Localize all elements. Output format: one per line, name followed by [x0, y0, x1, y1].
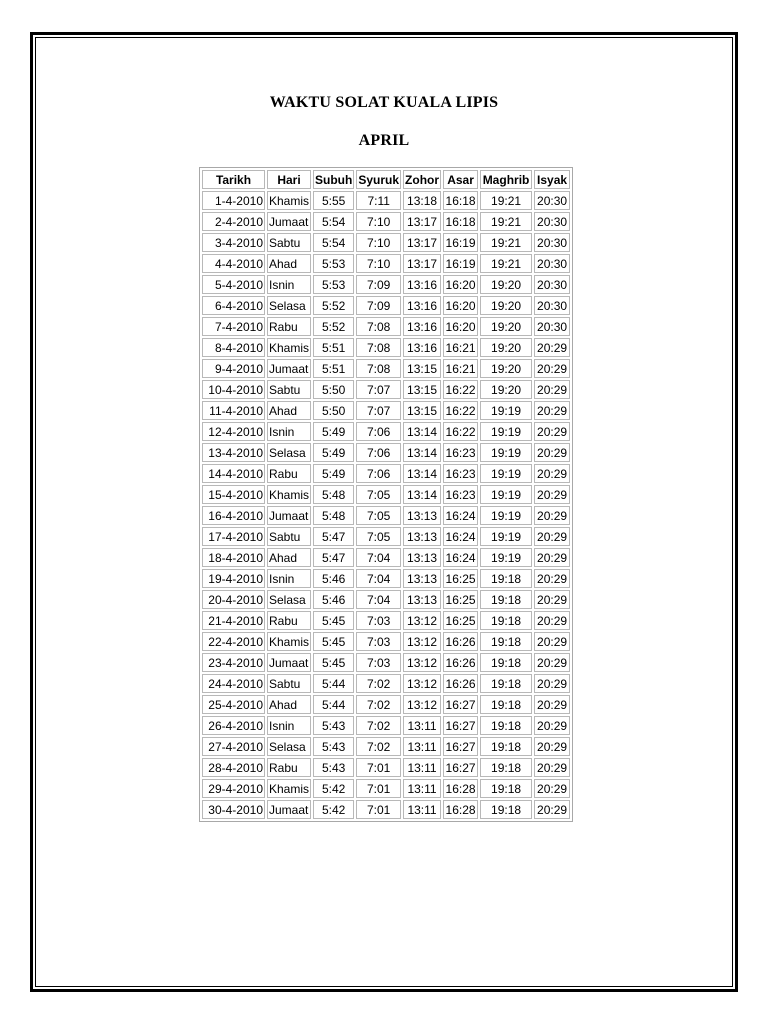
cell-hari: Isnin: [267, 569, 311, 588]
cell-hari: Selasa: [267, 296, 311, 315]
table-row: [202, 233, 570, 252]
cell-zohor: 13:12: [403, 695, 441, 714]
cell-syuruk: 7:01: [356, 779, 401, 798]
cell-tarikh: 25-4-2010: [202, 695, 265, 714]
table-row: [202, 338, 570, 357]
cell-zohor: 13:13: [403, 548, 441, 567]
cell-asar: 16:19: [443, 254, 478, 273]
cell-isyak: 20:29: [534, 569, 570, 588]
cell-subuh: 5:44: [313, 674, 354, 693]
cell-zohor: 13:13: [403, 527, 441, 546]
cell-zohor: 13:16: [403, 338, 441, 357]
cell-maghrib: 19:20: [480, 296, 532, 315]
cell-asar: 16:28: [443, 779, 478, 798]
header-syuruk: Syuruk: [356, 170, 401, 189]
cell-hari: Jumaat: [267, 800, 311, 819]
cell-asar: 16:21: [443, 359, 478, 378]
cell-hari: Ahad: [267, 695, 311, 714]
cell-maghrib: 19:18: [480, 758, 532, 777]
cell-zohor: 13:13: [403, 506, 441, 525]
cell-maghrib: 19:21: [480, 233, 532, 252]
cell-isyak: 20:29: [534, 485, 570, 504]
cell-subuh: 5:44: [313, 695, 354, 714]
cell-asar: 16:19: [443, 233, 478, 252]
cell-zohor: 13:12: [403, 611, 441, 630]
cell-asar: 16:27: [443, 716, 478, 735]
table-row: [202, 590, 570, 609]
cell-syuruk: 7:10: [356, 212, 401, 231]
table-row: [202, 254, 570, 273]
cell-tarikh: 1-4-2010: [202, 191, 265, 210]
cell-hari: Khamis: [267, 191, 311, 210]
cell-maghrib: 19:19: [480, 401, 532, 420]
cell-isyak: 20:29: [534, 653, 570, 672]
cell-subuh: 5:51: [313, 359, 354, 378]
cell-syuruk: 7:02: [356, 716, 401, 735]
cell-zohor: 13:14: [403, 464, 441, 483]
cell-hari: Ahad: [267, 254, 311, 273]
cell-hari: Ahad: [267, 401, 311, 420]
cell-maghrib: 19:18: [480, 716, 532, 735]
table-row: [202, 443, 570, 462]
cell-asar: 16:21: [443, 338, 478, 357]
cell-tarikh: 9-4-2010: [202, 359, 265, 378]
cell-hari: Sabtu: [267, 380, 311, 399]
table-row: [202, 401, 570, 420]
cell-asar: 16:24: [443, 527, 478, 546]
cell-asar: 16:22: [443, 401, 478, 420]
cell-tarikh: 14-4-2010: [202, 464, 265, 483]
table-header-row: [202, 170, 570, 189]
cell-isyak: 20:29: [534, 716, 570, 735]
header-subuh: Subuh: [313, 170, 354, 189]
cell-subuh: 5:45: [313, 653, 354, 672]
cell-hari: Khamis: [267, 632, 311, 651]
cell-zohor: 13:12: [403, 674, 441, 693]
cell-tarikh: 27-4-2010: [202, 737, 265, 756]
cell-hari: Jumaat: [267, 212, 311, 231]
table-row: [202, 191, 570, 210]
cell-zohor: 13:17: [403, 254, 441, 273]
cell-tarikh: 20-4-2010: [202, 590, 265, 609]
cell-syuruk: 7:02: [356, 695, 401, 714]
cell-subuh: 5:42: [313, 800, 354, 819]
cell-isyak: 20:29: [534, 674, 570, 693]
cell-asar: 16:26: [443, 653, 478, 672]
cell-isyak: 20:29: [534, 590, 570, 609]
cell-tarikh: 22-4-2010: [202, 632, 265, 651]
cell-syuruk: 7:04: [356, 548, 401, 567]
cell-hari: Isnin: [267, 422, 311, 441]
cell-zohor: 13:14: [403, 422, 441, 441]
cell-zohor: 13:14: [403, 443, 441, 462]
cell-hari: Sabtu: [267, 233, 311, 252]
cell-tarikh: 10-4-2010: [202, 380, 265, 399]
cell-zohor: 13:11: [403, 716, 441, 735]
cell-syuruk: 7:02: [356, 737, 401, 756]
table-row: [202, 758, 570, 777]
cell-syuruk: 7:03: [356, 611, 401, 630]
table-body: [202, 191, 570, 819]
cell-zohor: 13:15: [403, 380, 441, 399]
table-row: [202, 737, 570, 756]
cell-syuruk: 7:04: [356, 590, 401, 609]
cell-subuh: 5:46: [313, 569, 354, 588]
cell-subuh: 5:46: [313, 590, 354, 609]
cell-zohor: 13:17: [403, 233, 441, 252]
cell-asar: 16:18: [443, 212, 478, 231]
cell-zohor: 13:15: [403, 401, 441, 420]
cell-isyak: 20:29: [534, 632, 570, 651]
cell-asar: 16:20: [443, 275, 478, 294]
table-row: [202, 674, 570, 693]
cell-zohor: 13:13: [403, 590, 441, 609]
cell-isyak: 20:29: [534, 464, 570, 483]
cell-subuh: 5:49: [313, 464, 354, 483]
cell-tarikh: 6-4-2010: [202, 296, 265, 315]
cell-tarikh: 2-4-2010: [202, 212, 265, 231]
table-row: [202, 506, 570, 525]
cell-syuruk: 7:09: [356, 275, 401, 294]
cell-syuruk: 7:03: [356, 632, 401, 651]
cell-maghrib: 19:19: [480, 506, 532, 525]
cell-maghrib: 19:18: [480, 590, 532, 609]
cell-isyak: 20:30: [534, 317, 570, 336]
cell-subuh: 5:43: [313, 758, 354, 777]
cell-maghrib: 19:20: [480, 338, 532, 357]
cell-syuruk: 7:09: [356, 296, 401, 315]
cell-hari: Jumaat: [267, 653, 311, 672]
cell-subuh: 5:54: [313, 233, 354, 252]
cell-maghrib: 19:18: [480, 674, 532, 693]
cell-tarikh: 11-4-2010: [202, 401, 265, 420]
table-row: [202, 548, 570, 567]
cell-isyak: 20:29: [534, 338, 570, 357]
cell-syuruk: 7:06: [356, 422, 401, 441]
cell-isyak: 20:29: [534, 422, 570, 441]
table-row: [202, 275, 570, 294]
cell-syuruk: 7:07: [356, 380, 401, 399]
cell-zohor: 13:11: [403, 779, 441, 798]
cell-hari: Isnin: [267, 275, 311, 294]
cell-maghrib: 19:20: [480, 317, 532, 336]
cell-zohor: 13:16: [403, 317, 441, 336]
cell-isyak: 20:29: [534, 380, 570, 399]
cell-subuh: 5:43: [313, 716, 354, 735]
cell-zohor: 13:14: [403, 485, 441, 504]
cell-syuruk: 7:01: [356, 800, 401, 819]
table-row: [202, 464, 570, 483]
cell-isyak: 20:30: [534, 233, 570, 252]
cell-maghrib: 19:20: [480, 275, 532, 294]
cell-asar: 16:23: [443, 443, 478, 462]
cell-hari: Selasa: [267, 590, 311, 609]
cell-syuruk: 7:07: [356, 401, 401, 420]
cell-isyak: 20:29: [534, 401, 570, 420]
cell-isyak: 20:29: [534, 779, 570, 798]
header-isyak: Isyak: [534, 170, 570, 189]
cell-subuh: 5:43: [313, 737, 354, 756]
cell-hari: Khamis: [267, 338, 311, 357]
cell-asar: 16:25: [443, 569, 478, 588]
header-asar: Asar: [443, 170, 478, 189]
cell-subuh: 5:54: [313, 212, 354, 231]
cell-maghrib: 19:19: [480, 548, 532, 567]
cell-subuh: 5:49: [313, 443, 354, 462]
cell-zohor: 13:12: [403, 653, 441, 672]
table-row: [202, 422, 570, 441]
cell-hari: Rabu: [267, 464, 311, 483]
cell-tarikh: 30-4-2010: [202, 800, 265, 819]
cell-asar: 16:25: [443, 590, 478, 609]
cell-isyak: 20:29: [534, 527, 570, 546]
table-row: [202, 716, 570, 735]
cell-maghrib: 19:20: [480, 380, 532, 399]
cell-tarikh: 28-4-2010: [202, 758, 265, 777]
cell-isyak: 20:29: [534, 737, 570, 756]
cell-isyak: 20:30: [534, 296, 570, 315]
cell-subuh: 5:47: [313, 527, 354, 546]
table-row: [202, 611, 570, 630]
cell-hari: Sabtu: [267, 527, 311, 546]
cell-zohor: 13:11: [403, 800, 441, 819]
table-row: [202, 317, 570, 336]
cell-subuh: 5:51: [313, 338, 354, 357]
cell-asar: 16:28: [443, 800, 478, 819]
table-row: [202, 296, 570, 315]
cell-maghrib: 19:18: [480, 737, 532, 756]
cell-asar: 16:20: [443, 296, 478, 315]
cell-asar: 16:24: [443, 548, 478, 567]
cell-subuh: 5:55: [313, 191, 354, 210]
cell-isyak: 20:30: [534, 254, 570, 273]
cell-tarikh: 26-4-2010: [202, 716, 265, 735]
cell-hari: Jumaat: [267, 506, 311, 525]
cell-tarikh: 21-4-2010: [202, 611, 265, 630]
cell-zohor: 13:15: [403, 359, 441, 378]
cell-isyak: 20:30: [534, 275, 570, 294]
cell-hari: Rabu: [267, 317, 311, 336]
cell-tarikh: 29-4-2010: [202, 779, 265, 798]
cell-syuruk: 7:08: [356, 338, 401, 357]
cell-syuruk: 7:05: [356, 485, 401, 504]
cell-maghrib: 19:21: [480, 191, 532, 210]
header-tarikh: Tarikh: [202, 170, 265, 189]
cell-maghrib: 19:18: [480, 695, 532, 714]
cell-isyak: 20:29: [534, 506, 570, 525]
cell-hari: Sabtu: [267, 674, 311, 693]
cell-isyak: 20:29: [534, 443, 570, 462]
cell-syuruk: 7:10: [356, 254, 401, 273]
cell-zohor: 13:13: [403, 569, 441, 588]
cell-tarikh: 8-4-2010: [202, 338, 265, 357]
cell-subuh: 5:49: [313, 422, 354, 441]
cell-asar: 16:26: [443, 632, 478, 651]
cell-isyak: 20:29: [534, 359, 570, 378]
cell-maghrib: 19:18: [480, 611, 532, 630]
cell-subuh: 5:52: [313, 317, 354, 336]
cell-tarikh: 24-4-2010: [202, 674, 265, 693]
cell-subuh: 5:50: [313, 380, 354, 399]
cell-hari: Isnin: [267, 716, 311, 735]
cell-syuruk: 7:01: [356, 758, 401, 777]
table-row: [202, 380, 570, 399]
cell-zohor: 13:17: [403, 212, 441, 231]
header-maghrib: Maghrib: [480, 170, 532, 189]
cell-hari: Selasa: [267, 737, 311, 756]
cell-hari: Khamis: [267, 485, 311, 504]
cell-isyak: 20:29: [534, 611, 570, 630]
cell-asar: 16:27: [443, 695, 478, 714]
cell-asar: 16:24: [443, 506, 478, 525]
cell-syuruk: 7:03: [356, 653, 401, 672]
cell-maghrib: 19:21: [480, 212, 532, 231]
cell-syuruk: 7:08: [356, 359, 401, 378]
cell-asar: 16:18: [443, 191, 478, 210]
prayer-times-table: [199, 167, 573, 822]
cell-maghrib: 19:18: [480, 800, 532, 819]
table-row: [202, 527, 570, 546]
cell-tarikh: 13-4-2010: [202, 443, 265, 462]
cell-zohor: 13:12: [403, 632, 441, 651]
cell-tarikh: 3-4-2010: [202, 233, 265, 252]
cell-syuruk: 7:06: [356, 443, 401, 462]
cell-subuh: 5:45: [313, 632, 354, 651]
cell-maghrib: 19:18: [480, 569, 532, 588]
cell-subuh: 5:42: [313, 779, 354, 798]
cell-subuh: 5:53: [313, 275, 354, 294]
cell-isyak: 20:30: [534, 212, 570, 231]
cell-subuh: 5:48: [313, 485, 354, 504]
cell-maghrib: 19:21: [480, 254, 532, 273]
cell-tarikh: 4-4-2010: [202, 254, 265, 273]
cell-hari: Selasa: [267, 443, 311, 462]
table-row: [202, 695, 570, 714]
cell-zohor: 13:11: [403, 758, 441, 777]
cell-asar: 16:20: [443, 317, 478, 336]
cell-zohor: 13:16: [403, 296, 441, 315]
cell-asar: 16:23: [443, 485, 478, 504]
cell-maghrib: 19:18: [480, 779, 532, 798]
cell-tarikh: 18-4-2010: [202, 548, 265, 567]
cell-isyak: 20:29: [534, 800, 570, 819]
cell-tarikh: 5-4-2010: [202, 275, 265, 294]
cell-syuruk: 7:05: [356, 527, 401, 546]
month-title: APRIL: [358, 132, 410, 149]
table-row: [202, 359, 570, 378]
cell-hari: Rabu: [267, 611, 311, 630]
cell-maghrib: 19:19: [480, 464, 532, 483]
cell-maghrib: 19:18: [480, 632, 532, 651]
cell-subuh: 5:52: [313, 296, 354, 315]
cell-syuruk: 7:11: [356, 191, 401, 210]
table-row: [202, 569, 570, 588]
page-title: WAKTU SOLAT KUALA LIPIS: [269, 94, 499, 111]
cell-tarikh: 15-4-2010: [202, 485, 265, 504]
cell-subuh: 5:53: [313, 254, 354, 273]
table-row: [202, 653, 570, 672]
cell-tarikh: 19-4-2010: [202, 569, 265, 588]
cell-zohor: 13:16: [403, 275, 441, 294]
cell-hari: Jumaat: [267, 359, 311, 378]
cell-zohor: 13:18: [403, 191, 441, 210]
cell-asar: 16:27: [443, 758, 478, 777]
cell-asar: 16:22: [443, 380, 478, 399]
table-row: [202, 779, 570, 798]
cell-maghrib: 19:19: [480, 485, 532, 504]
table-row: [202, 800, 570, 819]
cell-tarikh: 23-4-2010: [202, 653, 265, 672]
cell-zohor: 13:11: [403, 737, 441, 756]
cell-hari: Khamis: [267, 779, 311, 798]
cell-maghrib: 19:19: [480, 422, 532, 441]
cell-asar: 16:23: [443, 464, 478, 483]
cell-isyak: 20:29: [534, 758, 570, 777]
cell-isyak: 20:29: [534, 548, 570, 567]
cell-subuh: 5:47: [313, 548, 354, 567]
cell-tarikh: 7-4-2010: [202, 317, 265, 336]
cell-maghrib: 19:19: [480, 527, 532, 546]
cell-hari: Rabu: [267, 758, 311, 777]
cell-isyak: 20:29: [534, 695, 570, 714]
cell-syuruk: 7:05: [356, 506, 401, 525]
cell-maghrib: 19:20: [480, 359, 532, 378]
cell-syuruk: 7:04: [356, 569, 401, 588]
cell-asar: 16:27: [443, 737, 478, 756]
cell-syuruk: 7:08: [356, 317, 401, 336]
cell-subuh: 5:50: [313, 401, 354, 420]
cell-syuruk: 7:06: [356, 464, 401, 483]
header-hari: Hari: [267, 170, 311, 189]
table-row: [202, 485, 570, 504]
cell-asar: 16:22: [443, 422, 478, 441]
cell-isyak: 20:30: [534, 191, 570, 210]
cell-subuh: 5:45: [313, 611, 354, 630]
cell-asar: 16:25: [443, 611, 478, 630]
header-zohor: Zohor: [403, 170, 441, 189]
cell-maghrib: 19:18: [480, 653, 532, 672]
cell-syuruk: 7:02: [356, 674, 401, 693]
cell-maghrib: 19:19: [480, 443, 532, 462]
cell-tarikh: 17-4-2010: [202, 527, 265, 546]
cell-subuh: 5:48: [313, 506, 354, 525]
cell-syuruk: 7:10: [356, 233, 401, 252]
table-row: [202, 212, 570, 231]
table-row: [202, 632, 570, 651]
cell-asar: 16:26: [443, 674, 478, 693]
cell-hari: Ahad: [267, 548, 311, 567]
cell-tarikh: 12-4-2010: [202, 422, 265, 441]
cell-tarikh: 16-4-2010: [202, 506, 265, 525]
